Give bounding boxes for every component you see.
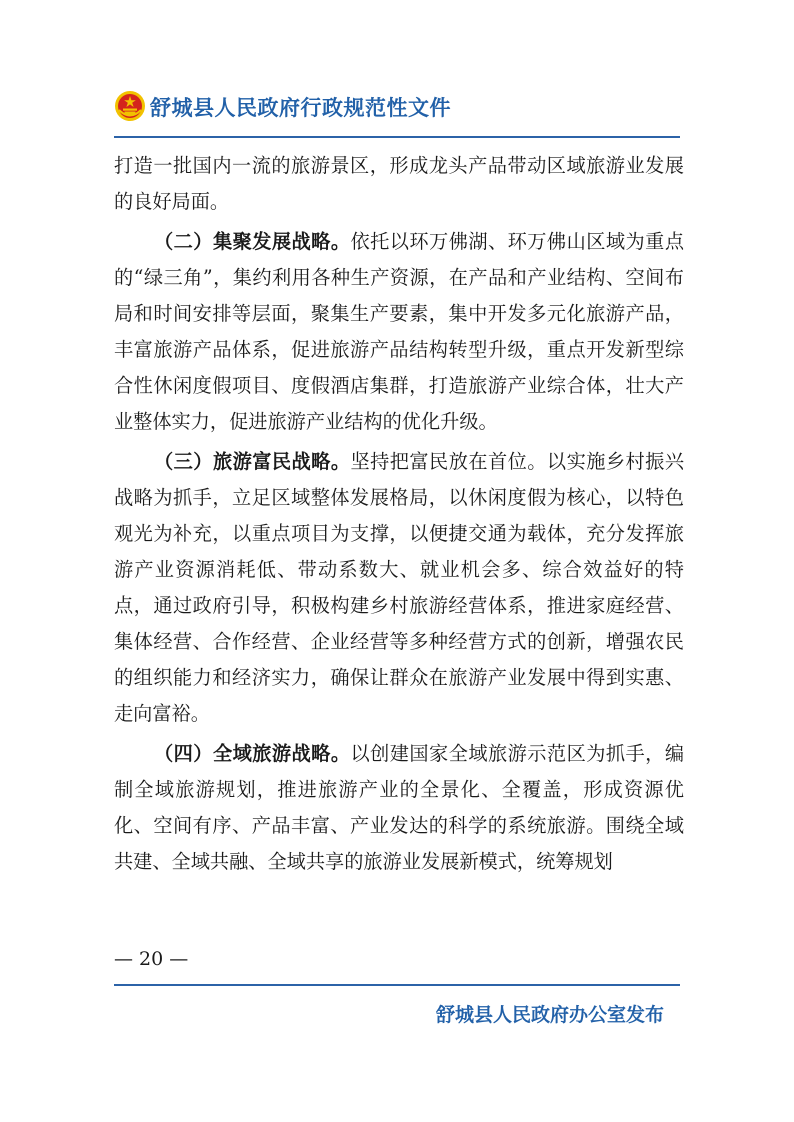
paragraph-heading: （二）集聚发展战略。 xyxy=(154,230,351,253)
document-body xyxy=(114,148,684,884)
footer-divider xyxy=(114,984,680,986)
paragraph-text: 依托以环万佛湖、环万佛山区域为重点的“绿三角”，集约利用各种生产资源，在产品和产业结构、空间布局和时间安排等层面，聚集生产要素，集中开发多元化旅游产品，丰富旅游产品体系，促进旅游产品结构转型升级，重点开发新型综合性休闲度假项目、度假酒店集群，打造旅游产业综合体，壮大产业整体实力，促进旅游产业结构的优化升级。 xyxy=(114,230,685,433)
paragraph-text: 以创建国家全域旅游示范区为抓手，编制全域旅游规划，推进旅游产业的全景化、全覆盖，形成资源优化、空间有序、产品丰富、产业发达的科学的系统旅游。围绕全域共建、全域共融、全域共享的旅游业发展新模式，统筹规划 xyxy=(114,742,685,873)
paragraph-text: 打造一批国内一流的旅游景区，形成龙头产品带动区域旅游业发展的良好局面。 xyxy=(114,154,684,213)
paragraph-continuation xyxy=(114,148,684,220)
header-title: 舒城县人民政府行政规范性文件 xyxy=(150,96,451,120)
national-emblem-icon xyxy=(114,90,146,122)
paragraph-heading: （四）全域旅游战略。 xyxy=(154,742,351,765)
paragraph-text: 坚持把富民放在首位。以实施乡村振兴战略为抓手，立足区域整体发展格局，以休闲度假为核心，以特色观光为补充，以重点项目为支撑，以便捷交通为载体，充分发挥旅游产业资源消耗低、带动系数大、就业机会多、综合效益好的特点，通过政府引导，积极构建乡村旅游经营体系，推进家庭经营、集体经营、合作经营、企业经营等多种经营方式的创新，增强农民的组织能力和经济实力，确保让群众在旅游产业发展中得到实惠、走向富裕。 xyxy=(114,450,685,725)
page-number: — 20 — xyxy=(114,948,189,970)
paragraph-cluster-strategy xyxy=(114,224,684,440)
header-divider xyxy=(114,136,680,138)
document-header xyxy=(114,88,680,134)
paragraph-enrich-strategy xyxy=(114,444,684,732)
paragraph-heading: （三）旅游富民战略。 xyxy=(154,450,351,473)
footer-publisher: 舒城县人民政府办公室发布 xyxy=(435,1004,664,1026)
paragraph-all-region-strategy xyxy=(114,736,684,880)
